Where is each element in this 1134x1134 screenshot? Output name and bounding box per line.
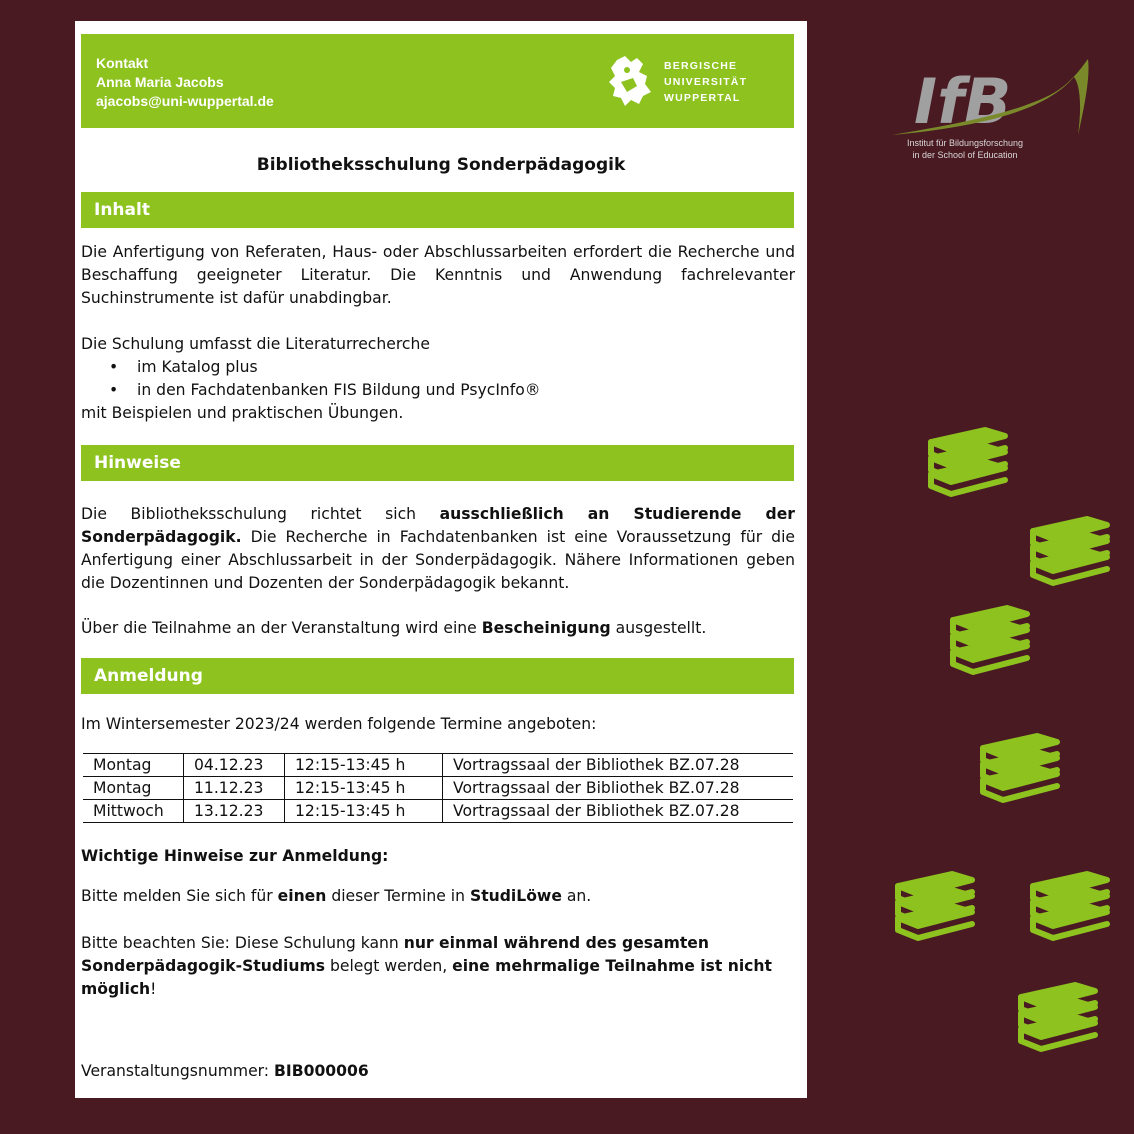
inhalt-intro: Die Schulung umfasst die Literaturrecherche	[81, 335, 430, 353]
note1-text-a: Bitte melden Sie sich für	[81, 887, 278, 905]
cell-place: Vortragssaal der Bibliothek BZ.07.28	[443, 754, 794, 777]
ifb-logo	[890, 55, 1100, 165]
event-number-label: Veranstaltungsnummer:	[81, 1062, 275, 1080]
inhalt-paragraph: Die Anfertigung von Referaten, Haus- oder Abschlussarbeiten erfordert die Recherche und Beschaffung geeigneter Literatur. Die Kenntnis und Anwendung fachrelevanter Suchinstrumente ist dafür unabdingbar.	[81, 243, 795, 307]
note1-emphasis-a: einen	[277, 887, 327, 905]
note2-text-c: belegt werden,	[325, 957, 453, 975]
contact-header	[81, 34, 794, 128]
table-row	[83, 777, 793, 800]
document-title: Bibliotheksschulung Sonderpädagogik	[256, 155, 626, 175]
inhalt-outro: mit Beispielen und praktischen Übungen.	[81, 404, 404, 422]
cell-day: Mittwoch	[83, 800, 184, 823]
inhalt-bullet-list	[81, 356, 795, 402]
hinweise-p2-emphasis: Bescheinigung	[481, 619, 611, 637]
university-line-1: BERGISCHE	[664, 60, 738, 72]
book-stack-icon	[925, 418, 1013, 500]
university-name	[664, 58, 747, 106]
ifb-logo-mark	[890, 55, 1100, 135]
note1-text-e: an.	[561, 887, 592, 905]
section-heading-inhalt: Inhalt	[81, 192, 794, 228]
hinweise-p1-text-a: Die Bibliotheksschulung richtet sich	[81, 505, 440, 523]
lion-emblem-icon	[603, 52, 659, 108]
cell-day: Montag	[83, 754, 184, 777]
ifb-subtitle-line-1: Institut für Bildungsforschung	[906, 138, 1024, 148]
cell-time: 12:15-13:45 h	[285, 800, 443, 823]
dates-table	[83, 753, 793, 823]
university-line-3: WUPPERTAL	[664, 92, 741, 104]
event-number-line	[81, 1060, 795, 1083]
cell-place: Vortragssaal der Bibliothek BZ.07.28	[443, 777, 794, 800]
table-row	[83, 800, 793, 823]
university-line-2: UNIVERSITÄT	[664, 76, 748, 88]
contact-label: Kontakt	[96, 55, 149, 71]
registration-note-1	[81, 885, 795, 908]
cell-place: Vortragssaal der Bibliothek BZ.07.28	[443, 800, 794, 823]
note2-text-e: !	[150, 980, 157, 998]
note2-emphasis-a: nur einmal während des gesamten Sonderpädagogik-Studiums	[81, 934, 709, 975]
hinweise-paragraph-2	[81, 617, 795, 640]
book-stack-icon	[977, 724, 1065, 806]
note2-text-a: Bitte beachten Sie: Diese Schulung kann	[81, 934, 404, 952]
bullet-item: • in den Fachdatenbanken FIS Bildung und PsycInfo®	[81, 379, 795, 402]
contact-name: Anna Maria Jacobs	[96, 74, 224, 90]
book-stack-icon	[947, 596, 1035, 678]
inhalt-list-block	[81, 333, 795, 425]
ifb-logo-text: IfB	[914, 65, 1012, 135]
contact-block	[96, 54, 274, 111]
note1-text-c: dieser Termine in	[326, 887, 470, 905]
cell-time: 12:15-13:45 h	[285, 777, 443, 800]
cell-date: 13.12.23	[184, 800, 285, 823]
hinweise-p1-emphasis: ausschließlich an Studierende der Sonderpädagogik.	[81, 505, 795, 546]
section-heading-anmeldung: Anmeldung	[81, 658, 794, 694]
event-number: BIB000006	[274, 1062, 369, 1080]
cell-time: 12:15-13:45 h	[285, 754, 443, 777]
university-logo	[601, 52, 761, 112]
hinweise-p2-text-a: Über die Teilnahme an der Veranstaltung wird eine	[81, 619, 482, 637]
table-row	[83, 754, 793, 777]
hinweise-p2-text-c: ausgestellt.	[610, 619, 707, 637]
cell-date: 04.12.23	[184, 754, 285, 777]
hinweise-p1-text-c: Die Recherche in Fachdatenbanken ist eine Voraussetzung für die Anfertigung einer Abschlussarbeit in der Sonderpädagogik. Nähere Informationen geben die Dozentinnen und Dozenten der Sonderpädagogik bekannt.	[81, 528, 795, 592]
bullet-item: • im Katalog plus	[81, 356, 795, 379]
anmeldung-intro: Im Wintersemester 2023/24 werden folgende Termine angeboten:	[81, 715, 597, 733]
book-stack-icon	[892, 862, 980, 944]
flyer-document	[75, 21, 807, 1098]
book-stack-icon	[1015, 973, 1103, 1055]
cell-date: 11.12.23	[184, 777, 285, 800]
note1-emphasis-b: StudiLöwe	[469, 887, 562, 905]
book-stack-icon	[1027, 507, 1115, 589]
ifb-subtitle-line-2: in der School of Education	[912, 150, 1018, 160]
contact-email[interactable]: ajacobs@uni-wuppertal.de	[96, 93, 274, 109]
important-notes-heading: Wichtige Hinweise zur Anmeldung:	[81, 847, 389, 865]
section-heading-hinweise: Hinweise	[81, 445, 794, 481]
ifb-subtitle	[890, 137, 1040, 161]
note2-emphasis-b: eine mehrmalige Teilnahme ist nicht möglich	[81, 957, 772, 998]
book-stack-icon	[1027, 862, 1115, 944]
hinweise-paragraph-1	[81, 503, 795, 595]
cell-day: Montag	[83, 777, 184, 800]
registration-note-2	[81, 932, 795, 1001]
